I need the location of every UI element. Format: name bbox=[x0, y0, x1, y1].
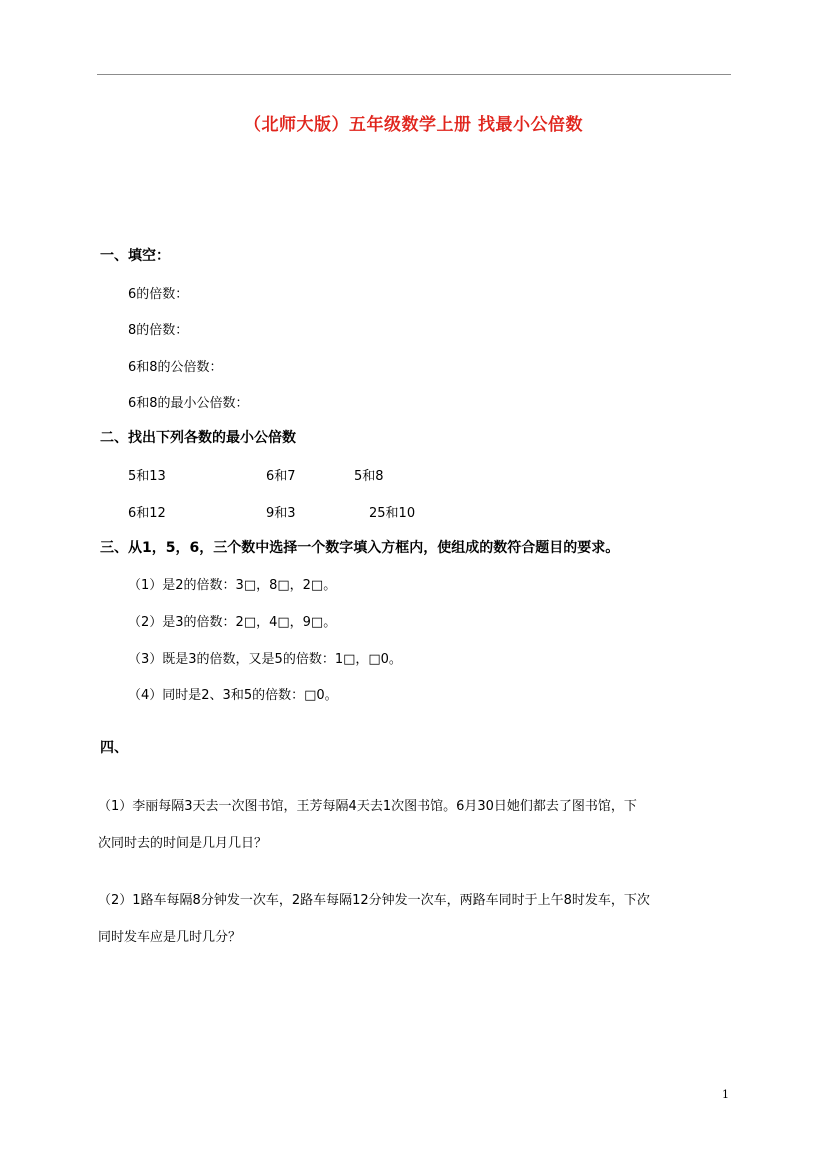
section-3-item: （3）既是3的倍数，又是5的倍数：1□，□0。 bbox=[128, 652, 402, 667]
section-4-heading: 四、 bbox=[100, 740, 128, 756]
document-title: （北师大版）五年级数学上册 找最小公倍数 bbox=[244, 115, 583, 135]
lcm-pair: 6和12 bbox=[128, 506, 166, 521]
word-problem-1-line-2: 次同时去的时间是几月几日？ bbox=[98, 836, 268, 851]
section-1-item: 8的倍数： bbox=[128, 323, 189, 338]
section-1-item: 6和8的公倍数： bbox=[128, 360, 223, 375]
word-problem-1-line-1: （1）李丽每隔3天去一次图书馆，王芳每隔4天去1次图书馆。6月30日她们都去了图书馆，下 bbox=[98, 799, 637, 814]
section-2-heading: 二、找出下列各数的最小公倍数 bbox=[100, 430, 296, 446]
lcm-pair: 25和10 bbox=[369, 506, 416, 521]
section-3-heading: 三、从1，5，6，三个数中选择一个数字填入方框内，使组成的数符合题目的要求。 bbox=[100, 540, 620, 556]
section-3-item: （4）同时是2、3和5的倍数：□0。 bbox=[128, 688, 338, 703]
section-1-item: 6的倍数： bbox=[128, 287, 189, 302]
lcm-pair: 5和13 bbox=[128, 469, 166, 484]
page-number: 1 bbox=[722, 1088, 729, 1101]
section-3-item: （2）是3的倍数：2□，4□，9□。 bbox=[128, 615, 337, 630]
lcm-pair: 6和7 bbox=[266, 469, 296, 484]
lcm-pair: 9和3 bbox=[266, 506, 296, 521]
section-1-item: 6和8的最小公倍数： bbox=[128, 396, 249, 411]
header-rule bbox=[97, 74, 731, 75]
word-problem-2-line-2: 同时发车应是几时几分？ bbox=[98, 930, 242, 945]
lcm-pair: 5和8 bbox=[354, 469, 384, 484]
section-1-heading: 一、填空： bbox=[100, 248, 170, 264]
word-problem-2-line-1: （2）1路车每隔8分钟发一次车，2路车每隔12分钟发一次车，两路车同时于上午8时发车，下次 bbox=[98, 893, 650, 908]
section-3-item: （1）是2的倍数：3□，8□，2□。 bbox=[128, 578, 337, 593]
